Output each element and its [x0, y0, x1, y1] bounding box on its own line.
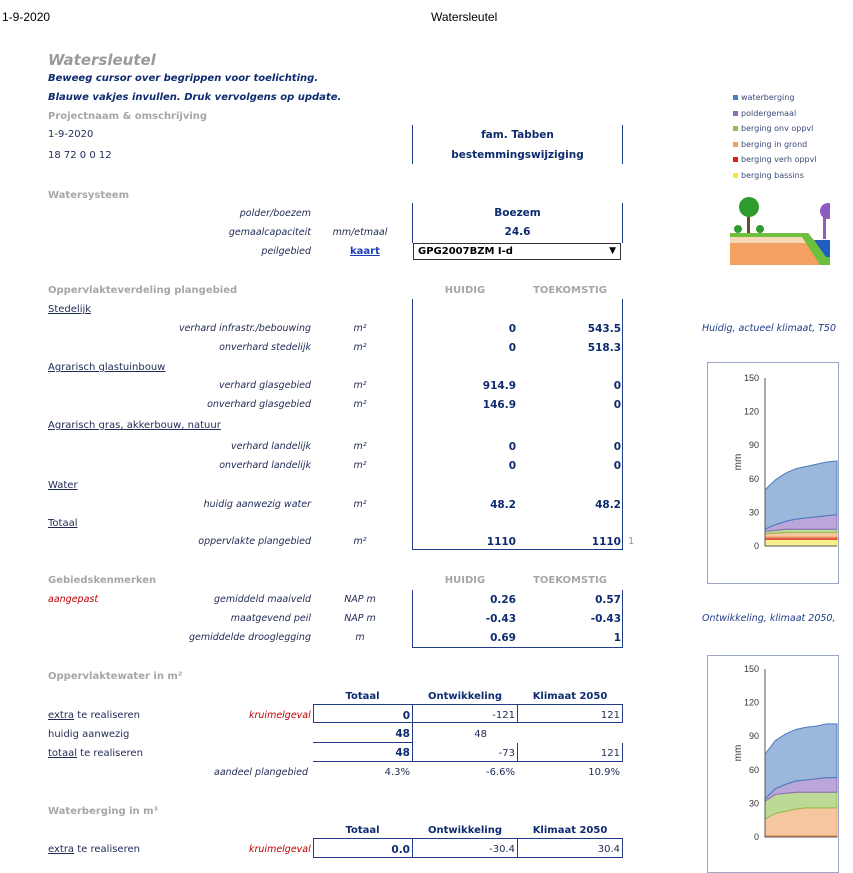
wb-row1-label — [48, 844, 140, 855]
y-tick-label: 120 — [743, 406, 759, 417]
opp-row-label: oppervlakte plangebied — [198, 536, 311, 547]
y-tick-label: 0 — [753, 541, 759, 551]
wb-col-klimaat: Klimaat 2050 — [532, 825, 608, 836]
ow-col-divider1 — [412, 705, 413, 743]
gebied-row-toekomstig[interactable]: 0.57 — [595, 594, 621, 606]
opp-row-toekomstig[interactable]: 0 — [613, 460, 621, 472]
chart1-title: Huidig, actueel klimaat, T50 — [702, 323, 837, 334]
legend-item — [733, 155, 817, 164]
chart2 — [707, 655, 853, 871]
pump-pipe-icon — [823, 217, 826, 239]
gebied-section-title: Gebiedskenmerken — [48, 575, 157, 586]
gebied-col-huidig: HUIDIG — [444, 575, 486, 586]
tree-trunk-icon — [747, 215, 750, 233]
ws-box-right — [622, 203, 623, 243]
gebied-row-unit: m — [355, 632, 365, 643]
instruction-hover: Beweeg cursor over begrippen voor toelichting. — [48, 73, 319, 84]
ow-row3-line — [313, 761, 623, 762]
legend-swatch — [733, 95, 738, 100]
check-value: 1 — [628, 536, 635, 547]
gemaal-unit: mm/etmaal — [332, 227, 388, 238]
opp-row-label: verhard infrastr./bebouwing — [178, 323, 311, 334]
ow-kruimelgeval: kruimelgeval — [249, 710, 311, 721]
ow-row3-label — [48, 748, 143, 759]
ow-col-divider2 — [517, 705, 518, 723]
y-tick-label: 90 — [748, 440, 759, 451]
gebied-col-toekomstig: TOEKOMSTIG — [533, 575, 607, 586]
ow-col-totaal: Totaal — [345, 691, 380, 702]
instruction-fill: Blauwe vakjes invullen. Druk vervolgens op update. — [48, 92, 342, 103]
gemaal-label: gemaalcapaciteit — [228, 227, 311, 238]
polder-value[interactable]: Boezem — [494, 207, 541, 219]
opp-row-unit: m² — [353, 441, 367, 452]
ow-row1-label-rest: te realiseren — [74, 710, 140, 721]
y-tick-label: 150 — [743, 664, 759, 674]
group-glastuinbouw: Agrarisch glastuinbouw — [48, 362, 166, 373]
opp-row-unit: m² — [353, 536, 367, 547]
peilgebied-select[interactable] — [413, 243, 621, 260]
ow-row3-ontwikkeling: -73 — [498, 748, 515, 759]
y-tick-label: 30 — [748, 798, 759, 809]
ow-col-divider3 — [622, 705, 623, 723]
gebied-row-huidig[interactable]: 0.69 — [490, 632, 516, 644]
wb-col-ontwikkeling: Ontwikkeling — [427, 825, 502, 836]
opp-row-huidig[interactable]: 0 — [508, 323, 516, 335]
ow-input-left — [313, 705, 314, 723]
ow-row3-klimaat: 121 — [600, 748, 620, 759]
opp-row-label: onverhard stedelijk — [219, 342, 311, 353]
y-tick-label: 0 — [753, 832, 759, 842]
opp-row-huidig[interactable]: 0 — [508, 460, 516, 472]
area-series-berging-bassins — [765, 539, 837, 546]
legend-label: berging verh oppvl — [741, 155, 817, 164]
opp-row-toekomstig[interactable]: 518.3 — [587, 342, 621, 354]
legend-swatch — [733, 126, 738, 131]
opp-row-toekomstig[interactable]: 0 — [613, 399, 621, 411]
ow-row2-label: huidig aanwezig — [48, 729, 130, 740]
pump-station-icon — [820, 203, 830, 219]
group-stedelijk: Stedelijk — [48, 304, 92, 315]
oppervlak-section-title: Oppervlakteverdeling plangebied — [48, 285, 238, 296]
watersysteem-section-title: Watersysteem — [48, 190, 130, 201]
col-toekomstig: TOEKOMSTIG — [533, 285, 607, 296]
group-totaal: Totaal — [48, 518, 78, 529]
ow-row2-ontwikkeling: 48 — [474, 729, 487, 740]
gebied-row-toekomstig[interactable]: 1 — [613, 632, 621, 644]
legend-swatch — [733, 157, 738, 162]
bush-icon — [734, 225, 742, 233]
project-date: 1-9-2020 — [48, 129, 94, 140]
opp-box-left — [412, 299, 413, 550]
project-box-right — [622, 125, 623, 164]
wb-col-totaal: Totaal — [345, 825, 380, 836]
opp-row-toekomstig[interactable]: 0 — [613, 380, 621, 392]
legend-swatch — [733, 142, 738, 147]
gebied-row-unit: NAP m — [344, 613, 376, 624]
gebied-row-label: gemiddeld maaiveld — [213, 594, 311, 605]
geb-box-bottom — [412, 647, 623, 648]
y-tick-label: 30 — [748, 507, 759, 518]
ow-row1-ontwikkeling: -121 — [492, 710, 515, 721]
ow-col-ontwikkeling: Ontwikkeling — [427, 691, 502, 702]
opp-row-label: onverhard landelijk — [219, 460, 311, 471]
y-axis-label: mm — [733, 744, 744, 762]
ow-row4-ontwikkeling: -6.6% — [485, 767, 515, 778]
col-huidig: HUIDIG — [444, 285, 486, 296]
ow-row2-totaal: 48 — [395, 728, 410, 740]
legend-swatch — [733, 111, 738, 116]
opp-box-right — [622, 299, 623, 550]
chevron-down-icon: ▼ — [609, 246, 616, 256]
legend-label: poldergemaal — [741, 108, 797, 118]
project-code: 18 72 0 0 12 — [48, 150, 112, 161]
wb-row1-line — [313, 857, 623, 858]
opp-row-toekomstig[interactable]: 1110 — [591, 536, 621, 548]
geb-box-left — [412, 590, 413, 648]
ow-row4-label: aandeel plangebied — [214, 767, 308, 778]
y-tick-label: 90 — [748, 731, 759, 742]
legend-label: berging bassins — [741, 170, 804, 180]
ow-col-klimaat: Klimaat 2050 — [532, 691, 608, 702]
legend-label: berging in grond — [741, 139, 808, 149]
legend-swatch — [733, 173, 738, 178]
opp-row-label: huidig aanwezig water — [203, 499, 311, 510]
group-water: Water — [48, 480, 78, 491]
opp-row-unit: m² — [353, 399, 367, 410]
y-tick-label: 150 — [743, 373, 759, 383]
opp-row-toekomstig[interactable]: 0 — [613, 441, 621, 453]
wb-row1-totaal[interactable]: 0.0 — [391, 844, 410, 856]
legend-item — [733, 109, 796, 118]
berging-section-title: Waterberging in m³ — [48, 806, 158, 817]
opp-row-unit: m² — [353, 342, 367, 353]
gebied-row-label: maatgevend peil — [230, 613, 311, 624]
ow-row2-line — [313, 742, 413, 743]
opp-row-huidig[interactable]: 0 — [508, 342, 516, 354]
legend-item — [733, 171, 804, 180]
wb-div3 — [622, 839, 623, 858]
gemaal-value[interactable]: 24.6 — [504, 226, 531, 238]
y-tick-label: 60 — [748, 764, 759, 775]
peilgebied-label: peilgebied — [261, 246, 311, 257]
tree-icon — [739, 197, 759, 217]
ow-row4-klimaat: 10.9% — [588, 767, 620, 778]
polder-label: polder/boezem — [239, 208, 311, 219]
chart1 — [707, 362, 853, 584]
opp-row-unit: m² — [353, 380, 367, 391]
opp-row-huidig[interactable]: 0 — [508, 441, 516, 453]
ow-r3-div3 — [622, 743, 623, 762]
wb-div1 — [412, 839, 413, 858]
wb-input-left — [313, 839, 314, 858]
ow-row1-totaal[interactable]: 0 — [402, 710, 410, 722]
ow-row1-line — [313, 722, 623, 723]
opp-row-toekomstig[interactable]: 543.5 — [587, 323, 621, 335]
ow-row3-label-totaal: totaal — [48, 748, 77, 759]
bush-icon-2 — [756, 225, 764, 233]
ow-header-line — [313, 704, 623, 705]
legend-item — [733, 124, 813, 133]
opp-row-unit: m² — [353, 460, 367, 471]
ow-row3-label-rest: te realiseren — [77, 748, 143, 759]
opp-row-huidig[interactable]: 146.9 — [482, 399, 516, 411]
geb-box-right — [622, 590, 623, 648]
legend-label: berging onv oppvl — [741, 124, 814, 133]
wb-row1-label-extra: extra — [48, 844, 75, 855]
ow-row1-label — [48, 710, 140, 721]
y-tick-label: 60 — [748, 473, 759, 484]
gebied-row-toekomstig[interactable]: -0.43 — [590, 613, 621, 625]
y-tick-label: 120 — [743, 697, 759, 708]
legend-label: waterberging — [741, 93, 795, 102]
wb-div2 — [517, 839, 518, 858]
project-section-title: Projectnaam & omschrijving — [48, 111, 208, 122]
opp-row-huidig[interactable]: 48.2 — [490, 499, 516, 511]
wb-row1-klimaat: 30.4 — [597, 844, 620, 855]
polder-illustration — [730, 195, 830, 267]
opwater-section-title: Oppervlaktewater in m² — [48, 671, 183, 682]
ow-row1-label-extra: extra — [48, 710, 75, 721]
y-axis-label: mm — [733, 453, 744, 471]
ow-r3-div1 — [412, 743, 413, 762]
ow-row4-totaal: 4.3% — [384, 767, 410, 778]
group-gras: Agrarisch gras, akkerbouw, natuur — [48, 420, 221, 431]
chart2-title: Ontwikkeling, klimaat 2050, — [702, 613, 836, 624]
ws-box-left — [412, 203, 413, 243]
wb-row1-label-rest: te realiseren — [74, 844, 140, 855]
app-title: Watersleutel — [48, 51, 156, 69]
gebied-row-label: gemiddelde drooglegging — [188, 632, 311, 643]
wb-header-line — [313, 838, 623, 839]
ow-row3-totaal: 48 — [395, 747, 410, 759]
legend-item — [733, 93, 794, 102]
gebied-row-huidig[interactable]: 0.26 — [490, 594, 516, 606]
opp-row-label: verhard landelijk — [231, 441, 311, 452]
legend-item — [733, 140, 807, 149]
ow-r3-div2 — [517, 743, 518, 762]
opp-row-unit: m² — [353, 499, 367, 510]
peilgebied-select-value: GPG2007BZM I-d — [418, 246, 513, 257]
header-date: 1-9-2020 — [2, 10, 51, 24]
opp-row-huidig[interactable]: 1110 — [486, 536, 516, 548]
ow-row1-klimaat: 121 — [600, 710, 620, 721]
header-title: Watersleutel — [431, 10, 498, 24]
opp-row-label: verhard glasgebied — [218, 380, 311, 391]
kaart-link[interactable]: kaart — [350, 246, 380, 257]
wb-row1-ontwikkeling: -30.4 — [489, 844, 515, 855]
gebied-row-huidig[interactable]: -0.43 — [485, 613, 516, 625]
opp-row-huidig[interactable]: 914.9 — [482, 380, 516, 392]
aangepast-note: aangepast — [48, 594, 99, 605]
opp-row-unit: m² — [353, 323, 367, 334]
opp-box-bottom — [412, 549, 623, 550]
project-name-field[interactable]: fam. Tabben — [481, 129, 554, 141]
wb-kruimelgeval: kruimelgeval — [249, 844, 311, 855]
gebied-row-unit: NAP m — [344, 594, 376, 605]
project-description-field[interactable]: bestemmingswijziging — [451, 149, 584, 161]
opp-row-toekomstig[interactable]: 48.2 — [595, 499, 621, 511]
opp-row-label: onverhard glasgebied — [207, 399, 311, 410]
